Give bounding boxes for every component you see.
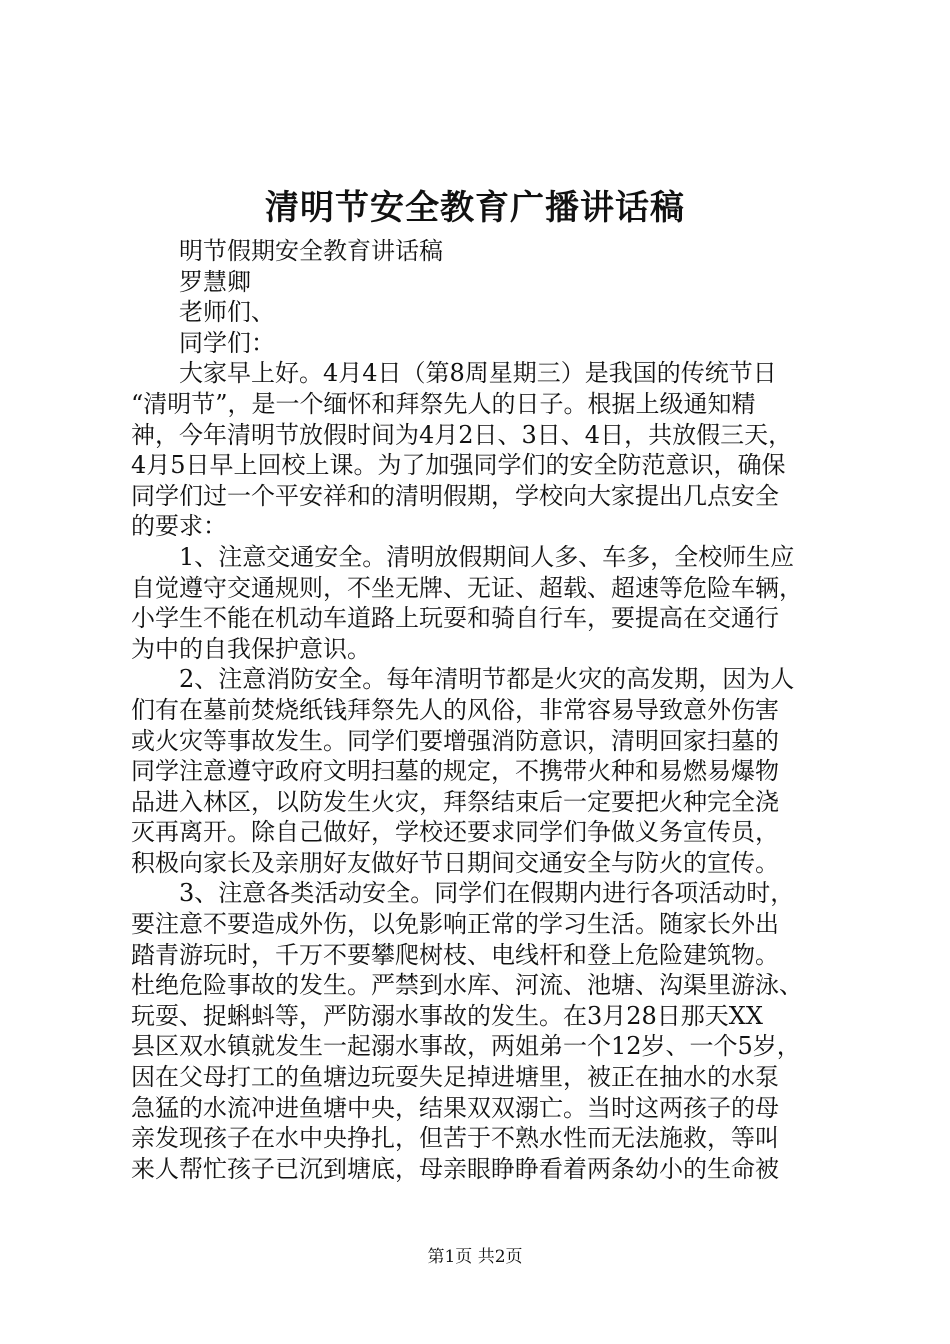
body-line: 要注意不要造成外伤，以免影响正常的学习生活。随家长外出: [131, 910, 779, 939]
body-line: 明节假期安全教育讲话稿: [179, 237, 443, 265]
body-line: 神，今年清明节放假时间为4月2日、3日、4日，共放假三天，: [131, 420, 793, 449]
document-title: 清明节安全教育广播讲话稿: [265, 188, 685, 228]
body-line: 因在父母打工的鱼塘边玩耍失足掉进塘里，被正在抽水的水泵: [131, 1063, 779, 1092]
body-line: 4月5日早上回校上课。为了加强同学们的安全防范意识，确保: [131, 451, 786, 480]
body-line: 杜绝危险事故的发生。严禁到水库、河流、池塘、沟渠里游泳、: [131, 971, 803, 1000]
body-line: 罗慧卿: [179, 267, 251, 296]
body-line: 的要求：: [131, 512, 227, 541]
body-line: 品进入林区，以防发生火灾，拜祭结束后一定要把火种完全浇: [131, 787, 779, 816]
page-footer: 第1页 共2页: [427, 1247, 523, 1267]
body-line: 同学注意遵守政府文明扫墓的规定，不携带火种和易燃易爆物: [131, 757, 779, 786]
body-line: 或火灾等事故发生。同学们要增强消防意识，清明回家扫墓的: [131, 726, 779, 755]
body-line: 为中的自我保护意识。: [131, 634, 371, 663]
body-line: 踏青游玩时，千万不要攀爬树枝、电线杆和登上危险建筑物。: [131, 940, 779, 969]
body-line: 县区双水镇就发生一起溺水事故，两姐弟一个12岁、一个5岁，: [131, 1032, 801, 1061]
body-line: 同学们过一个平安祥和的清明假期，学校向大家提出几点安全: [131, 481, 779, 510]
body-line: 3、注意各类活动安全。同学们在假期内进行各项活动时，: [179, 879, 795, 908]
body-line: 玩耍、捉蝌蚪等，严防溺水事故的发生。在3月28日那天XX: [131, 1001, 763, 1030]
body-line: 来人帮忙孩子已沉到塘底，母亲眼睁睁看着两条幼小的生命被: [131, 1154, 779, 1183]
document-body: [131, 236, 831, 1184]
body-line: 们有在墓前焚烧纸钱拜祭先人的风俗，非常容易导致意外伤害: [131, 695, 779, 724]
body-line: 小学生不能在机动车道路上玩耍和骑自行车，要提高在交通行: [131, 604, 779, 633]
body-line: 同学们：: [179, 328, 275, 357]
body-line: 亲发现孩子在水中央挣扎，但苦于不熟水性而无法施救，等叫: [131, 1124, 779, 1153]
body-line: 灭再离开。除自己做好，学校还要求同学们争做义务宣传员，: [131, 818, 779, 847]
body-line: 自觉遵守交通规则，不坐无牌、无证、超载、超速等危险车辆，: [131, 573, 803, 602]
body-line: 1、注意交通安全。清明放假期间人多、车多，全校师生应: [179, 542, 795, 571]
body-line: 急猛的水流冲进鱼塘中央，结果双双溺亡。当时这两孩子的母: [131, 1093, 779, 1122]
body-line: “清明节”，是一个缅怀和拜祭先人的日子。根据上级通知精: [131, 389, 756, 418]
body-line: 大家早上好。4月4日（第8周星期三）是我国的传统节日: [179, 359, 777, 388]
body-line: 积极向家长及亲朋好友做好节日期间交通安全与防火的宣传。: [131, 848, 779, 877]
body-line: 老师们、: [179, 298, 275, 327]
body-line: 2、注意消防安全。每年清明节都是火灾的高发期，因为人: [179, 665, 795, 694]
